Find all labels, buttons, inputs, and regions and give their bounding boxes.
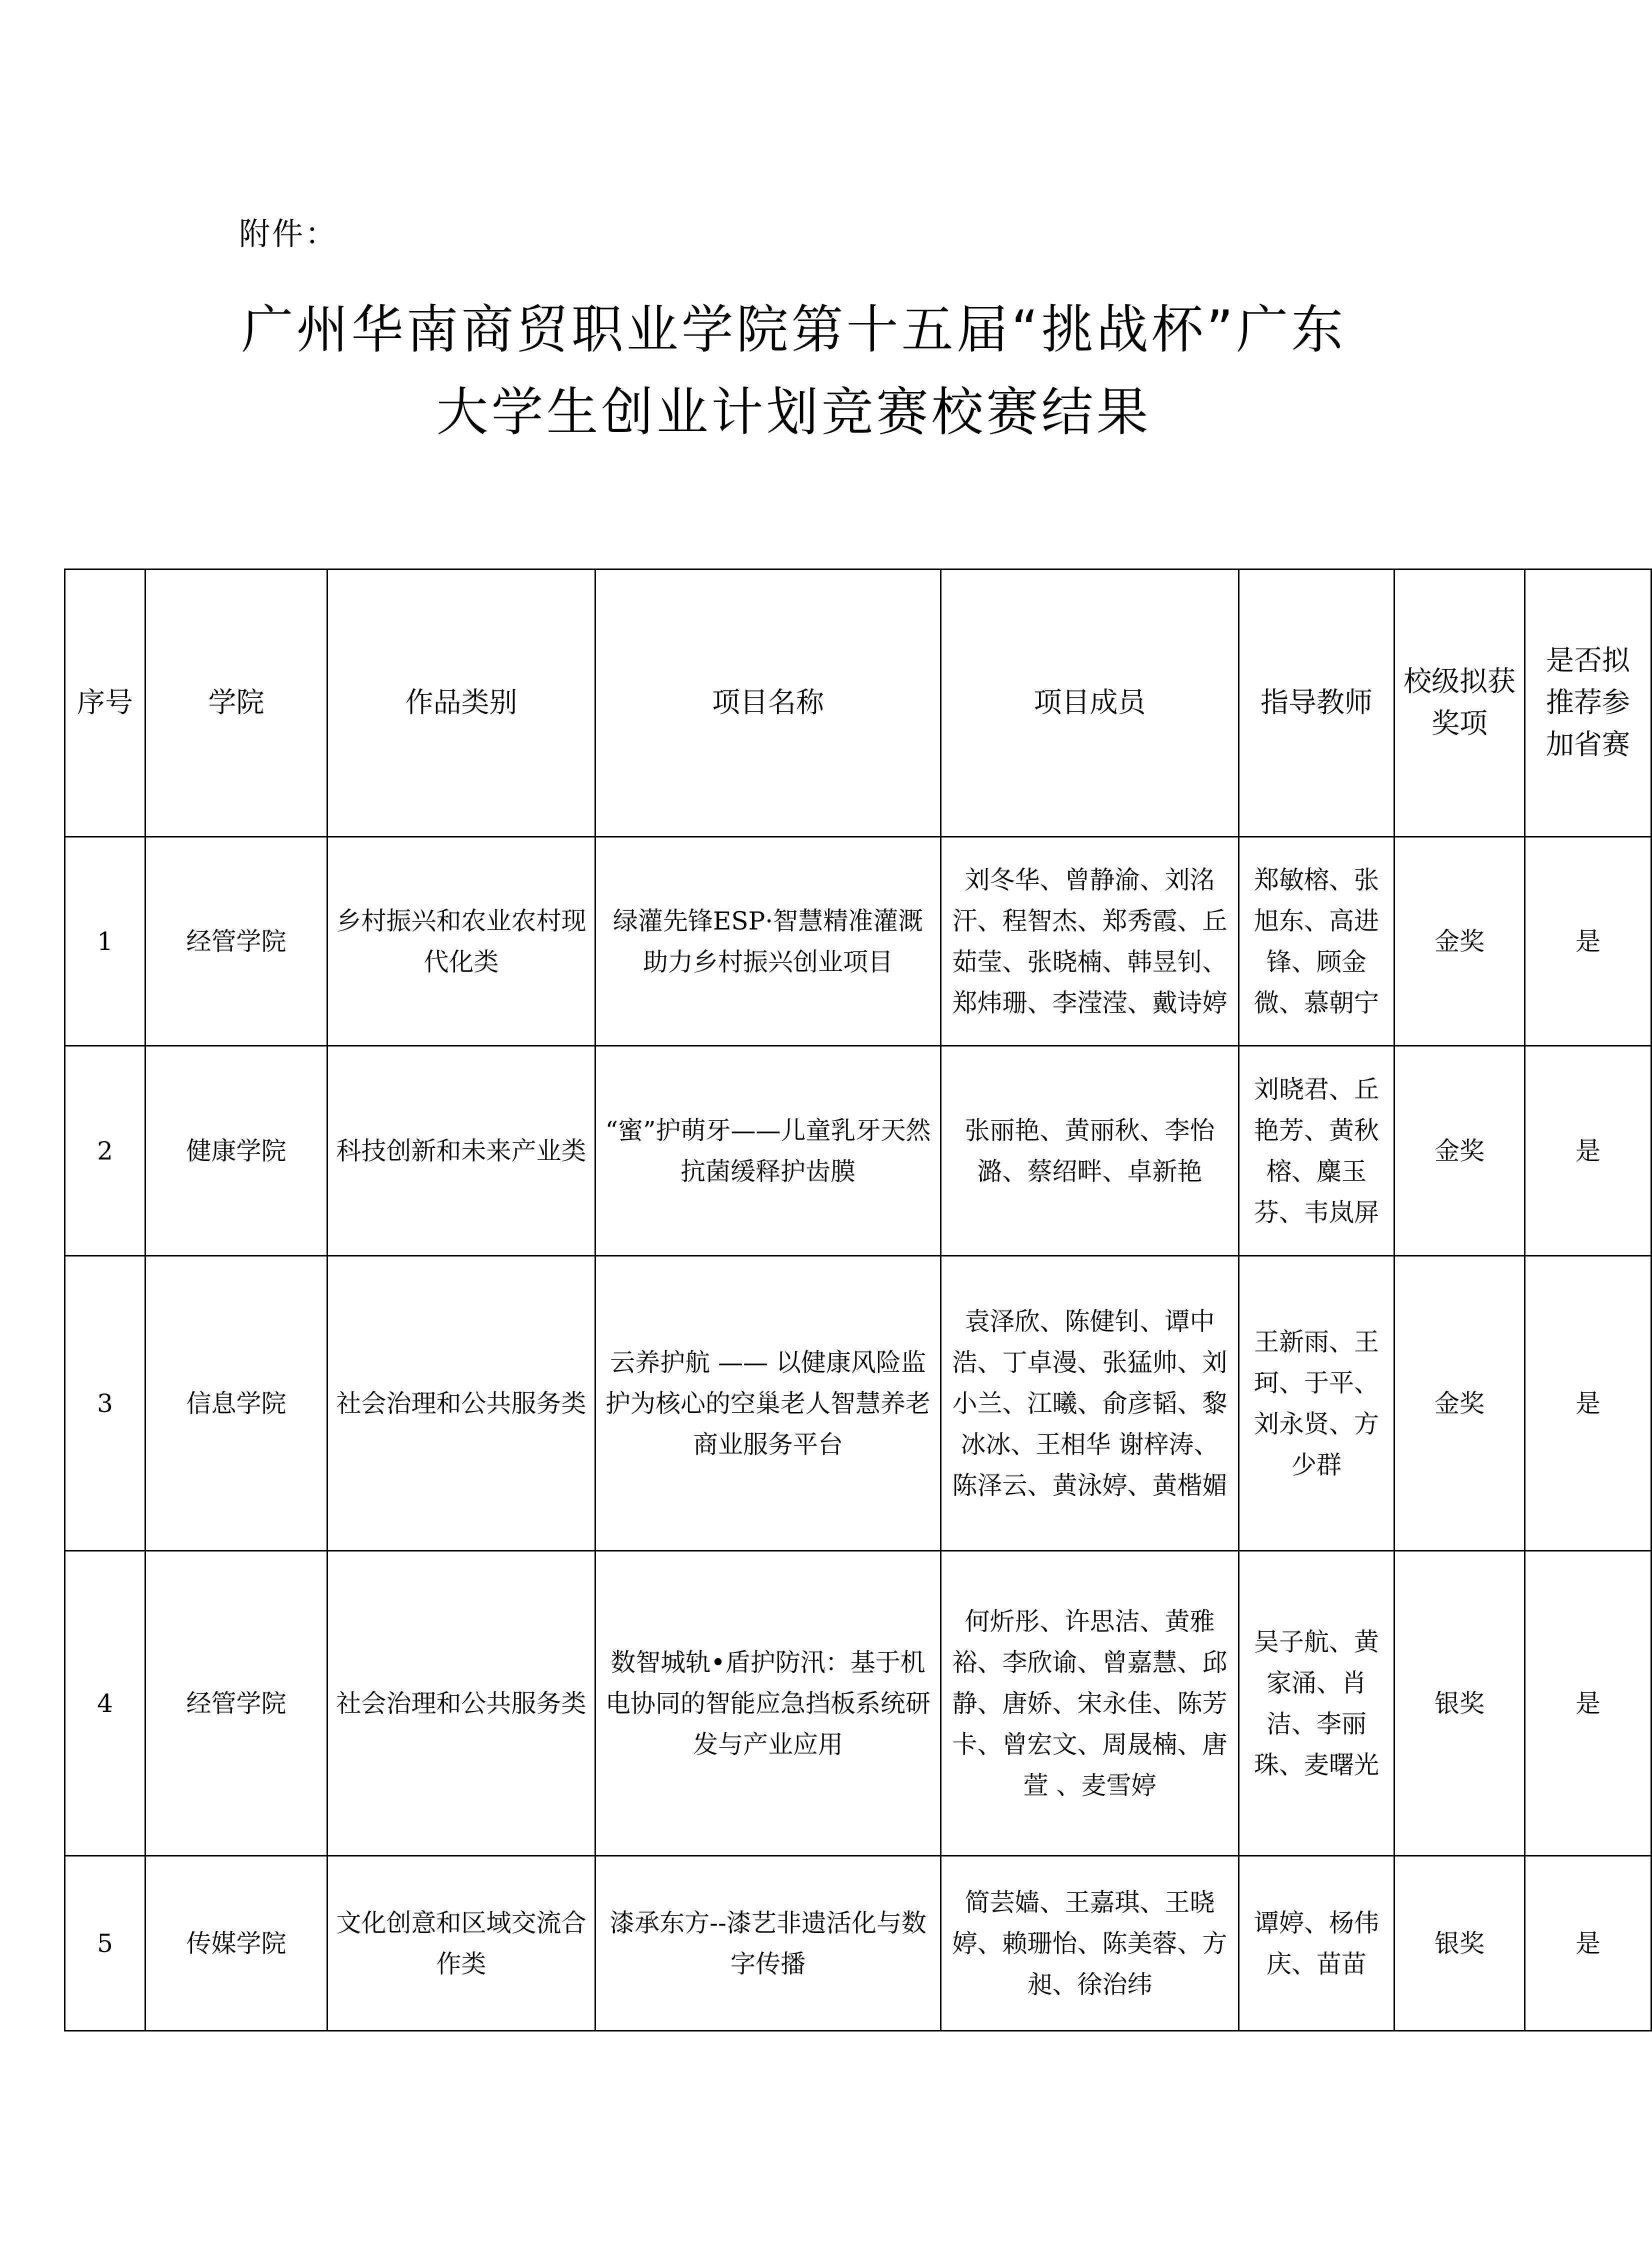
cell-no: 1 [65,837,146,1046]
cell-no: 5 [65,1856,146,2031]
page-title-line-2: 大学生创业计划竞赛校赛结果 [436,382,1152,442]
header-no: 序号 [65,570,146,837]
cell-college: 经管学院 [146,1551,328,1856]
cell-recommend: 是 [1525,837,1652,1046]
cell-project: 云养护航 —— 以健康风险监护为核心的空巢老人智慧养老商业服务平台 [596,1256,941,1551]
cell-recommend: 是 [1525,1256,1652,1551]
table-header-row [65,570,1652,837]
header-recommend: 是否拟推荐参加省赛 [1525,570,1652,837]
header-project: 项目名称 [596,570,941,837]
cell-award: 金奖 [1394,1256,1525,1551]
cell-award: 金奖 [1394,1046,1525,1256]
cell-recommend: 是 [1525,1856,1652,2031]
cell-category: 文化创意和区域交流合作类 [328,1856,596,2031]
cell-award: 银奖 [1394,1551,1525,1856]
cell-college: 经管学院 [146,837,328,1046]
cell-no: 2 [65,1046,146,1256]
cell-advisors: 谭婷、杨伟庆、苗苗 [1239,1856,1394,2031]
cell-project: 漆承东方--漆艺非遗活化与数字传播 [596,1856,941,2031]
cell-award: 银奖 [1394,1856,1525,2031]
table-row [65,1551,1652,1856]
page-title-line-1: 广州华南商贸职业学院第十五届“挑战杯”广东 [241,299,1346,360]
cell-no: 4 [65,1551,146,1856]
cell-recommend: 是 [1525,1046,1652,1256]
cell-advisors: 王新雨、王珂、于平、刘永贤、方少群 [1239,1256,1394,1551]
cell-advisors: 郑敏榕、张旭东、高进锋、顾金微、慕朝宁 [1239,837,1394,1046]
cell-members: 张丽艳、黄丽秋、李怡潞、蔡绍畔、卓新艳 [941,1046,1239,1256]
table-row [65,1856,1652,2031]
cell-recommend: 是 [1525,1551,1652,1856]
cell-category: 乡村振兴和农业农村现代化类 [328,837,596,1046]
cell-members: 袁泽欣、陈健钊、谭中浩、丁卓漫、张猛帅、刘小兰、江曦、俞彦韬、黎冰冰、王相华 谢梓涛、陈泽云、黄泳婷、黄楷媚 [941,1256,1239,1551]
header-advisors: 指导教师 [1239,570,1394,837]
results-table [64,568,1652,2032]
cell-category: 科技创新和未来产业类 [328,1046,596,1256]
cell-members: 刘冬华、曾静渝、刘洺汗、程智杰、郑秀霞、丘茹莹、张晓楠、韩昱钊、郑炜珊、李滢滢、戴诗婷 [941,837,1239,1046]
table-row [65,1046,1652,1256]
cell-members: 何炘彤、许思洁、黄雅裕、李欣谕、曾嘉慧、邱静、唐娇、宋永佳、陈芳卡、曾宏文、周晟楠、唐萱 、麦雪婷 [941,1551,1239,1856]
cell-college: 传媒学院 [146,1856,328,2031]
cell-project: 绿灌先锋ESP·智慧精准灌溉助力乡村振兴创业项目 [596,837,941,1046]
attachment-label: 附件： [239,216,338,252]
cell-no: 3 [65,1256,146,1551]
cell-project: 数智城轨•盾护防汛：基于机电协同的智能应急挡板系统研发与产业应用 [596,1551,941,1856]
table-row [65,837,1652,1046]
cell-advisors: 刘晓君、丘艳芳、黄秋榕、麋玉芬、韦岚屏 [1239,1046,1394,1256]
cell-project: “蜜”护萌牙——儿童乳牙天然抗菌缓释护齿膜 [596,1046,941,1256]
header-category: 作品类别 [328,570,596,837]
cell-award: 金奖 [1394,837,1525,1046]
table-row [65,1256,1652,1551]
header-award: 校级拟获奖项 [1394,570,1525,837]
cell-advisors: 吴子航、黄家涌、肖洁、李丽珠、麦曙光 [1239,1551,1394,1856]
cell-college: 健康学院 [146,1046,328,1256]
header-college: 学院 [146,570,328,837]
cell-category: 社会治理和公共服务类 [328,1551,596,1856]
cell-category: 社会治理和公共服务类 [328,1256,596,1551]
cell-members: 简芸嫱、王嘉琪、王晓婷、赖珊怡、陈美蓉、方昶、徐治纬 [941,1856,1239,2031]
header-members: 项目成员 [941,570,1239,837]
cell-college: 信息学院 [146,1256,328,1551]
